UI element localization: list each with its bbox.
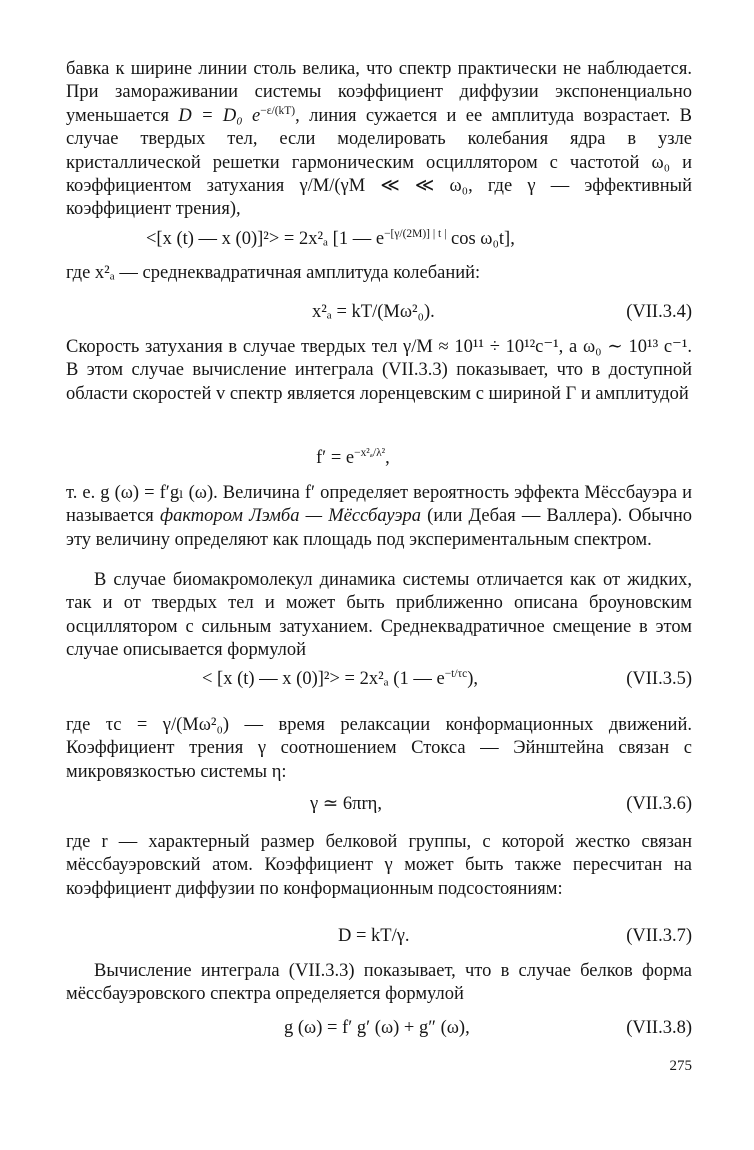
paragraph-text: бавка к ширине линии столь велика, что спектр практически не наблюдается. При замораживании системы коэффициент диффузии экспоненциально уменьшается [66, 59, 692, 126]
equation-number: (VII.3.8) [626, 1018, 692, 1038]
paragraph-diffusion [66, 58, 692, 222]
equation-number: (VII.3.5) [626, 669, 692, 689]
paragraph-biomacromolecules: В случае биомакромолекул динамика системы отличается как от жидких, так и от твердых тел и может быть приближенно описана броуновским осциллятором с сильным затуханием. Среднеквадратичное смещение в этом случае описывается формулой [66, 570, 692, 661]
equation-number: (VII.3.4) [626, 302, 692, 322]
page-number: 275 [669, 1058, 692, 1074]
inline-formula-exponent: −ε/(kT) [260, 104, 296, 117]
equation-VII-3-6: γ ≃ 6πrη, (VII.3.6) [66, 790, 692, 818]
paragraph-relaxation-time: где τc = γ/(Mω²₀) — время релаксации конформационных движений. Коэффициент трения γ соотношением Стокса — Эйнштейна связан с микровязкостью системы η: [66, 715, 692, 782]
equation-VII-3-8: g (ω) = f′ g′ (ω) + g″ (ω), (VII.3.8) [66, 1014, 692, 1042]
paragraph-text: , линия сужается и ее амплитуда возрастает. В случае твердых тел, если моделировать колебания ядра в узле кристаллической решетки гармоническим осциллятором с частотой ω₀ и коэффициентом затухания γ/M/(γM ≪ ≪ ω₀, где γ — эффективный коэффициент трения), [66, 105, 692, 220]
paragraph-lamb-mossbauer: т. е. g (ω) = f′gₗ (ω). Величина f′ определяет вероятность эффекта Мёссбауэра и называется фактором Лэмба — Мёссбауэра (или Дебая — Валлера). Обычно эту величину определяют как площадь под экспериментальным спектром. [66, 483, 692, 550]
equation-lamb-factor: $f' = e^{-x^2_a/\lambda^2}$, [316, 446, 390, 468]
equation-VII-3-5: < [x (t) — x (0)]²> = 2x²ₐ (1 — $e^{-t/\tau c}$), (VII.3.5) [66, 665, 692, 693]
paragraph-group-size: где r — характерный размер белковой группы, с которой жестко связан мёссбауэровский атом. Коэффициент γ может быть также пересчитан на коэффициент диффузии по конформационным подсостояниям: [66, 832, 692, 899]
equation-oscillator: <[x (t) — x (0)]²> = 2x²ₐ [1 — $e^{-[\gamma/(2M)] | t |}$ cos ω₀t], [146, 227, 515, 249]
paragraph-spectrum-shape: Вычисление интеграла (VII.3.3) показывает, что в случае белков форма мёссбауэровского спектра определяется формулой [66, 961, 692, 1005]
paragraph-amplitude: где x²ₐ — среднеквадратичная амплитуда колебаний: [66, 263, 481, 283]
equation-VII-3-4: x²ₐ = kT/(Mω²₀). (VII.3.4) [66, 298, 692, 326]
equation-number: (VII.3.6) [626, 794, 692, 814]
equation-VII-3-7: D = kT/γ. (VII.3.7) [66, 922, 692, 950]
paragraph-damping-rate: Скорость затухания в случае твердых тел γ/M ≈ 10¹¹ ÷ 10¹²c⁻¹, а ω₀ ∼ 10¹³ c⁻¹. В этом случае вычисление интеграла (VII.3.3) показывает, что в доступной области скоростей v спектр является лоренцевским с шириной Γ и амплитудой [66, 337, 692, 404]
inline-formula: D = D₀ e [178, 105, 261, 126]
equation-number: (VII.3.7) [626, 926, 692, 946]
term-lamb-mossbauer: фактором Лэмба — Мёссбауэра [159, 506, 421, 527]
